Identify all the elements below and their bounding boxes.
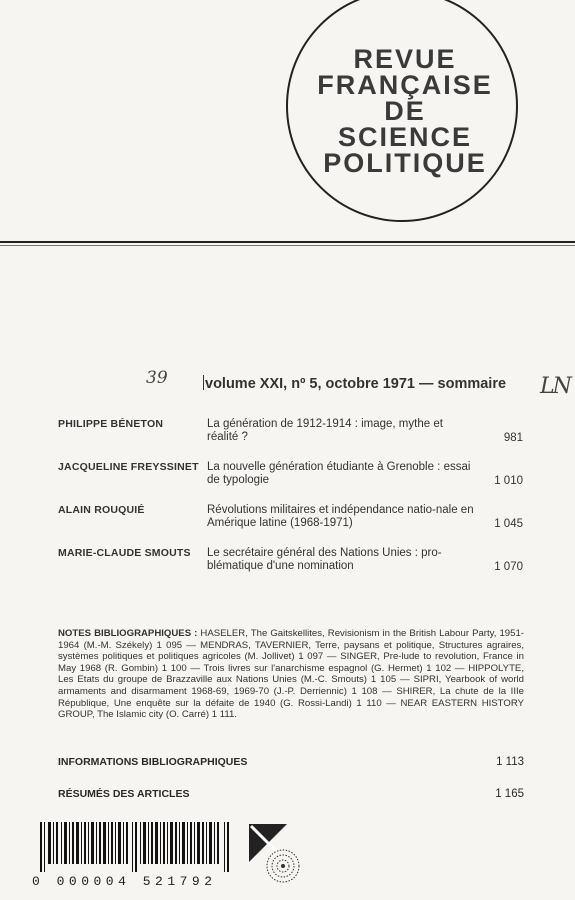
author-name: PHILIPPE BÉNETON (58, 418, 164, 430)
article-title: Révolutions militaires et indépendance natio-nale en Amérique latine (1968-1971) (207, 504, 474, 529)
author-name: ALAIN ROUQUIÉ (58, 504, 145, 516)
notes-text: HASELER, The Gaitskellites, Revisionism in the British Labour Party, 1951-1964 (M.-M. Székely) 1 095 — MENDRAS, TAVERNIER, Terre, paysans et politique, Structures agraires, systèmes politiques et politiques agricoles (M. Jollivet) 1 097 — SINGER, Pre-lude to revolution, France in May 1968 (R. Gombin) 1 100 — Trois livres sur l'anarchisme espagnol (G. Hermet) 1 102 — HIPPOLYTE, Les Etats du groupe de Brazzaville aux Nations Unies (M.-C. Smouts) 1 105 — SIPRI, Yearbook of world armaments and disarmament 1968-69, 1969-70 (J.-P. Derriennic) 1 108 — SHIRER, La chute de la IIIe République, Une enquête sur la défaite de 1940 (G. Rossi-Landi) 1 110 — NEAR EASTERN HISTORY GROUP, The Islamic city (O. Carré) 1 111. (58, 628, 524, 721)
page-number: 1 010 (494, 475, 523, 487)
article-title: Le secrétaire général des Nations Unies : pro-blématique d'une nomination (207, 547, 442, 572)
title-line-2: FRANÇAISE (317, 70, 493, 100)
section-page: 1 165 (495, 788, 524, 800)
title-line-5: POLITIQUE (323, 148, 487, 178)
section-entry (58, 788, 524, 804)
page-number: 1 045 (494, 518, 523, 530)
issue-text: volume XXI, nº 5, octobre 1971 — sommaire (205, 376, 507, 392)
barcode (32, 822, 240, 888)
handwritten-number: 39 (146, 368, 168, 388)
toc-entry (58, 418, 528, 466)
publisher-logo-icon (247, 822, 303, 888)
page-number: 1 070 (494, 561, 523, 573)
issue-heading (203, 375, 533, 392)
title-line-4: SCIENCE (337, 122, 473, 152)
handwritten-mark: LN (540, 374, 570, 399)
margin-bar (203, 375, 204, 390)
section-page: 1 113 (496, 756, 524, 768)
notes-label: NOTES BIBLIOGRAPHIQUES : (58, 628, 198, 639)
section-label: RÉSUMÉS DES ARTICLES (58, 788, 190, 800)
header-rule (0, 241, 575, 243)
author-name: JACQUELINE FREYSSINET (58, 461, 199, 473)
title-line-1: REVUE (353, 44, 457, 74)
author-name: MARIE-CLAUDE SMOUTS (58, 547, 191, 559)
header-rule-secondary (0, 245, 575, 246)
toc-entry (58, 461, 528, 509)
page-number: 981 (503, 432, 523, 444)
section-label: INFORMATIONS BIBLIOGRAPHIQUES (58, 756, 248, 768)
journal-title (298, 46, 512, 176)
article-title: La génération de 1912-1914 : image, mythe et réalité ? (207, 418, 443, 443)
toc-entry (58, 547, 528, 595)
barcode-bars (40, 822, 236, 872)
barcode-number: 0 000004 521792 (32, 874, 217, 889)
section-entry (58, 756, 524, 772)
toc-entry (58, 504, 528, 552)
article-title: La nouvelle génération étudiante à Grenoble : essai de typologie (207, 461, 471, 486)
notes-bibliographiques (58, 628, 524, 721)
title-line-3: DE (384, 96, 426, 126)
